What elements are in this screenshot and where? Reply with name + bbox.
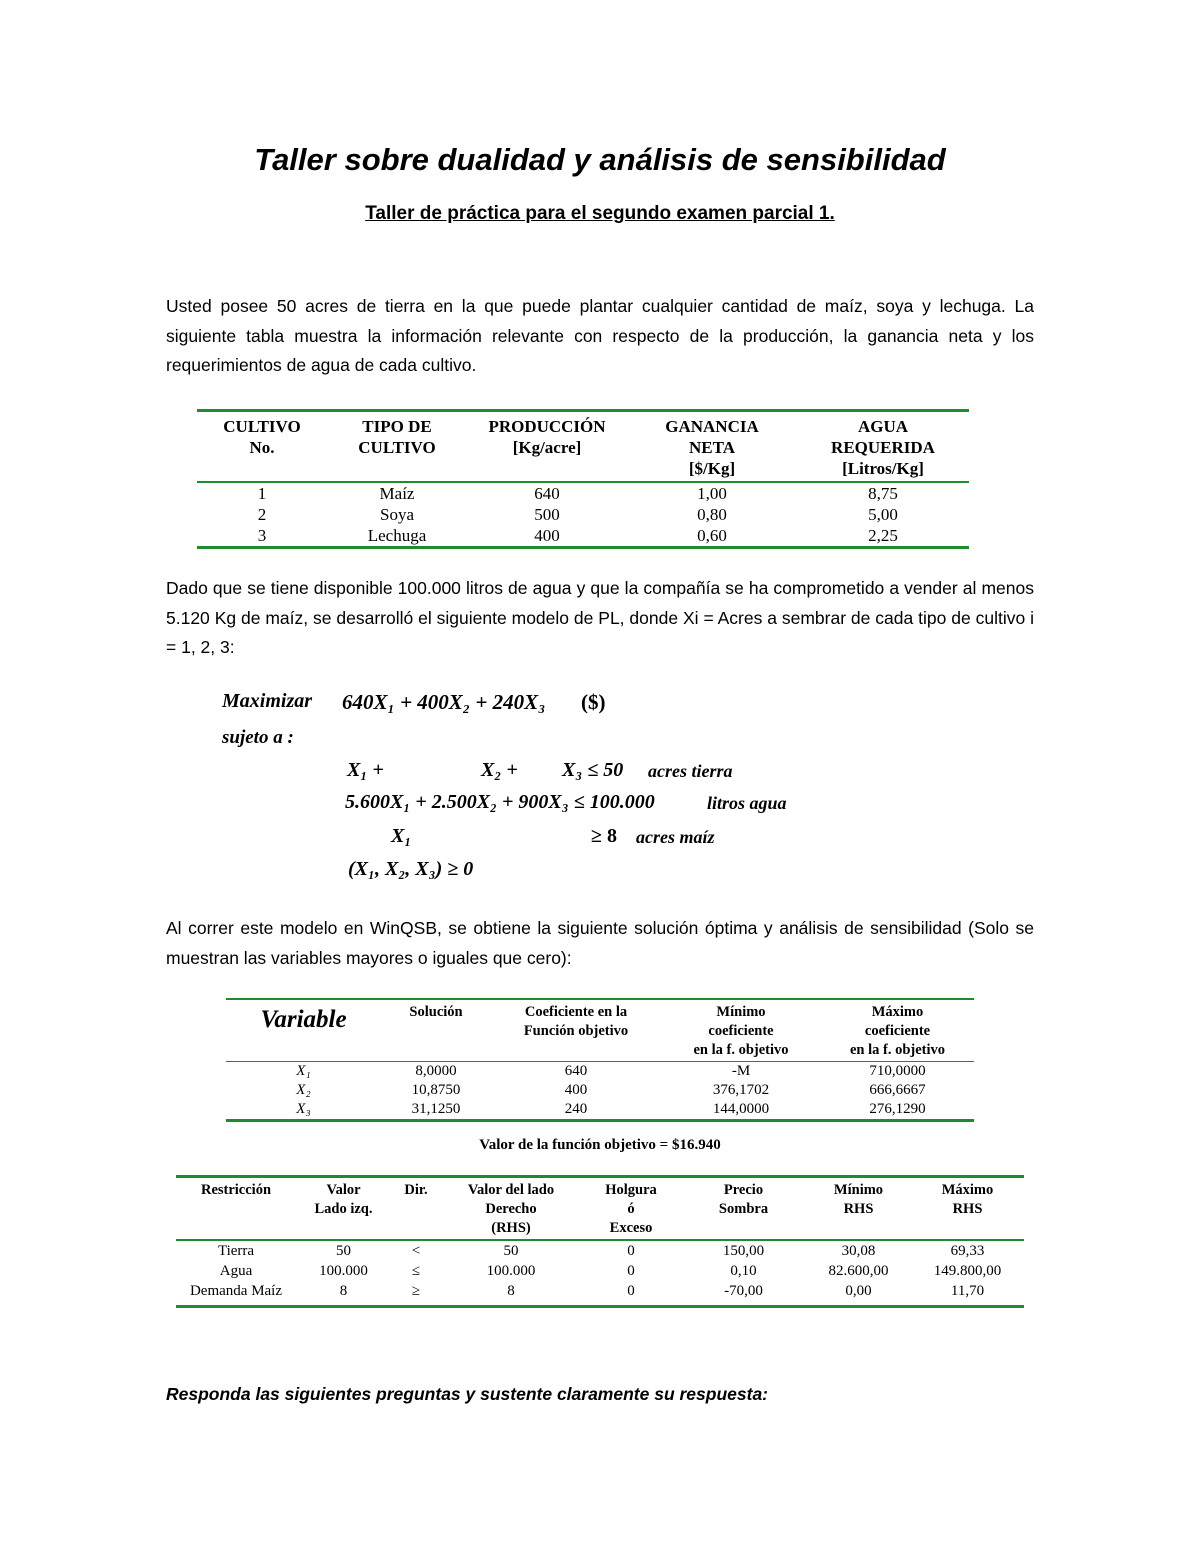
table-row <box>176 1261 1024 1281</box>
res-cell: 0,00 <box>845 1283 872 1299</box>
objective-value: Valor de la función objetivo = $16.940 <box>479 1137 721 1153</box>
res-cell: 0 <box>627 1243 635 1259</box>
res-cell: 50 <box>336 1243 351 1259</box>
res-cell: 30,08 <box>841 1243 876 1259</box>
table-row <box>226 1062 974 1082</box>
model-c2-expr: 5.600X₁ + 2.500X₂ + 900X₃ ≤ 100.000 <box>345 791 655 813</box>
res-header-slack: Holgura ó Exceso <box>605 1182 657 1236</box>
res-cell: -70,00 <box>724 1283 763 1299</box>
var-cell: 240 <box>564 1101 588 1117</box>
document-subtitle: Taller de práctica para el segundo examen parcial 1. <box>365 203 835 224</box>
res-cell: ≥ <box>411 1283 421 1299</box>
res-cell: 8 <box>507 1283 515 1299</box>
crop-cell: 1 <box>257 484 267 503</box>
var-cell: X₁ <box>296 1063 311 1079</box>
var-header-min: Mínimo coeficiente en la f. objetivo <box>693 1004 789 1058</box>
crop-cell: 2,25 <box>868 526 898 545</box>
model-c3-label: acres maíz <box>636 827 715 847</box>
res-cell: ≤ <box>411 1263 421 1279</box>
model-c1-term-1: X₁ + <box>347 759 384 781</box>
crop-header-production: PRODUCCIÓN [Kg/acre] <box>488 417 606 457</box>
model-c2-label: litros agua <box>707 793 787 813</box>
var-cell: 640 <box>564 1063 588 1079</box>
crop-cell: 400 <box>534 526 560 545</box>
question-prompt: Responda las siguientes preguntas y sustente claramente su respuesta: <box>166 1384 769 1404</box>
crop-cell: 5,00 <box>868 505 898 524</box>
crop-cell: Maíz <box>379 484 415 503</box>
crop-cell: Soya <box>380 505 414 524</box>
var-cell: 666,6667 <box>869 1082 926 1098</box>
res-cell: 11,70 <box>950 1283 985 1299</box>
table-row <box>197 482 969 504</box>
res-header-rhs: Valor del lado Derecho (RHS) <box>467 1182 555 1236</box>
model-paragraph: Dado que se tiene disponible 100.000 litros de agua y que la compañía se ha comprometido a vender al menos 5.120 Kg de maíz, se desarrolló el siguiente modelo de PL, donde Xi = Acres a sembrar de cada tipo de cultivo i = 1, 2, 3: <box>166 578 1034 657</box>
crop-cell: 3 <box>257 526 267 545</box>
res-cell: 100.000 <box>319 1263 368 1279</box>
crop-header-type: TIPO DE CULTIVO <box>358 417 436 457</box>
table-row <box>197 525 969 548</box>
table-row <box>176 1240 1024 1261</box>
crop-cell: 500 <box>534 505 560 524</box>
res-cell: 82.600,00 <box>828 1263 889 1279</box>
var-cell: 376,1702 <box>712 1082 770 1098</box>
model-c3-var: X₁ <box>391 825 412 847</box>
var-cell: 710,0000 <box>869 1063 926 1079</box>
variables-table <box>226 998 974 1122</box>
res-header-left-value: Valor Lado izq. <box>314 1182 373 1217</box>
model-maximize-label: Maximizar <box>222 690 313 712</box>
res-cell: 69,33 <box>950 1243 985 1259</box>
crop-cell: 0,80 <box>697 505 727 524</box>
res-cell: 0 <box>627 1263 635 1279</box>
res-cell: 0,10 <box>730 1263 757 1279</box>
res-cell: 8 <box>339 1283 348 1299</box>
res-header-dir: Dir. <box>404 1182 428 1198</box>
crop-cell: 1,00 <box>697 484 727 503</box>
var-header-coefficient: Coeficiente en la Función objetivo <box>523 1004 629 1039</box>
crop-header-water: AGUA REQUERIDA [Litros/Kg] <box>831 417 935 478</box>
res-cell: 50 <box>503 1243 519 1259</box>
table-row <box>197 504 969 525</box>
var-cell: 8,0000 <box>415 1063 457 1079</box>
var-cell: 31,1250 <box>411 1101 461 1117</box>
restrictions-table <box>176 1175 1024 1308</box>
var-header-variable: Variable <box>260 1006 347 1033</box>
crop-cell: 8,75 <box>868 484 898 503</box>
var-cell: 144,0000 <box>712 1101 770 1117</box>
intro-paragraph: Usted posee 50 acres de tierra en la que puede plantar cualquier cantidad de maíz, soya y lechuga. La siguiente tabla muestra la información relevante con respecto de la producción, la ganancia neta y los requerimientos de agua de cada cultivo. <box>166 296 1034 375</box>
var-cell: X₂ <box>296 1082 311 1098</box>
model-c1-label: acres tierra <box>648 761 733 781</box>
res-header-restriction: Restricción <box>200 1182 272 1198</box>
crop-header-no: CULTIVO No. <box>223 417 301 457</box>
crop-cell: Lechuga <box>367 526 427 545</box>
model-c1-term-2: X₂ + <box>481 759 518 781</box>
crop-header-profit: GANANCIA NETA [$/Kg] <box>665 417 759 478</box>
res-cell: Demanda Maíz <box>189 1283 283 1299</box>
model-c1-term-3: X₃ ≤ 50 <box>562 759 624 781</box>
model-nonnegativity: (X₁, X₂, X₃) ≥ 0 <box>348 858 474 880</box>
res-cell: 100.000 <box>486 1263 536 1279</box>
model-objective: 640X₁ + 400X₂ + 240X₃ <box>342 690 546 714</box>
var-header-max: Máximo coeficiente en la f. objetivo <box>849 1004 946 1058</box>
crop-cell: 640 <box>534 484 560 503</box>
var-cell: 276,1290 <box>869 1101 926 1117</box>
res-cell: 0 <box>627 1283 635 1299</box>
crop-table <box>197 409 969 549</box>
res-header-min-rhs: Mínimo RHS <box>833 1182 884 1217</box>
document-title: Taller sobre dualidad y análisis de sensibilidad <box>254 142 946 177</box>
var-header-solution: Solución <box>409 1004 463 1020</box>
model-subject-to: sujeto a : <box>222 727 294 748</box>
res-header-shadow-price: Precio Sombra <box>718 1182 769 1217</box>
crop-cell: 0,60 <box>697 526 727 545</box>
res-cell: 150,00 <box>722 1243 765 1259</box>
var-cell: 10,8750 <box>411 1082 461 1098</box>
res-cell: 149.800,00 <box>933 1263 1002 1279</box>
winqsb-paragraph: Al correr este modelo en WinQSB, se obtiene la siguiente solución óptima y análisis de sensibilidad (Solo se muestran las variables mayores o iguales que cero): <box>166 918 1034 968</box>
res-cell: Agua <box>219 1263 253 1279</box>
model-objective-unit: ($) <box>581 690 606 714</box>
res-header-max-rhs: Máximo RHS <box>941 1182 994 1217</box>
res-cell: < <box>411 1243 421 1259</box>
model-c3-rhs: ≥ 8 <box>591 825 617 847</box>
var-cell: X₃ <box>296 1101 311 1117</box>
var-cell: 400 <box>564 1082 588 1098</box>
table-row <box>226 1081 974 1100</box>
table-row <box>176 1281 1024 1307</box>
res-cell: Tierra <box>217 1243 255 1259</box>
var-cell: -M <box>731 1063 751 1079</box>
table-row <box>226 1100 974 1121</box>
crop-cell: 2 <box>257 505 267 524</box>
